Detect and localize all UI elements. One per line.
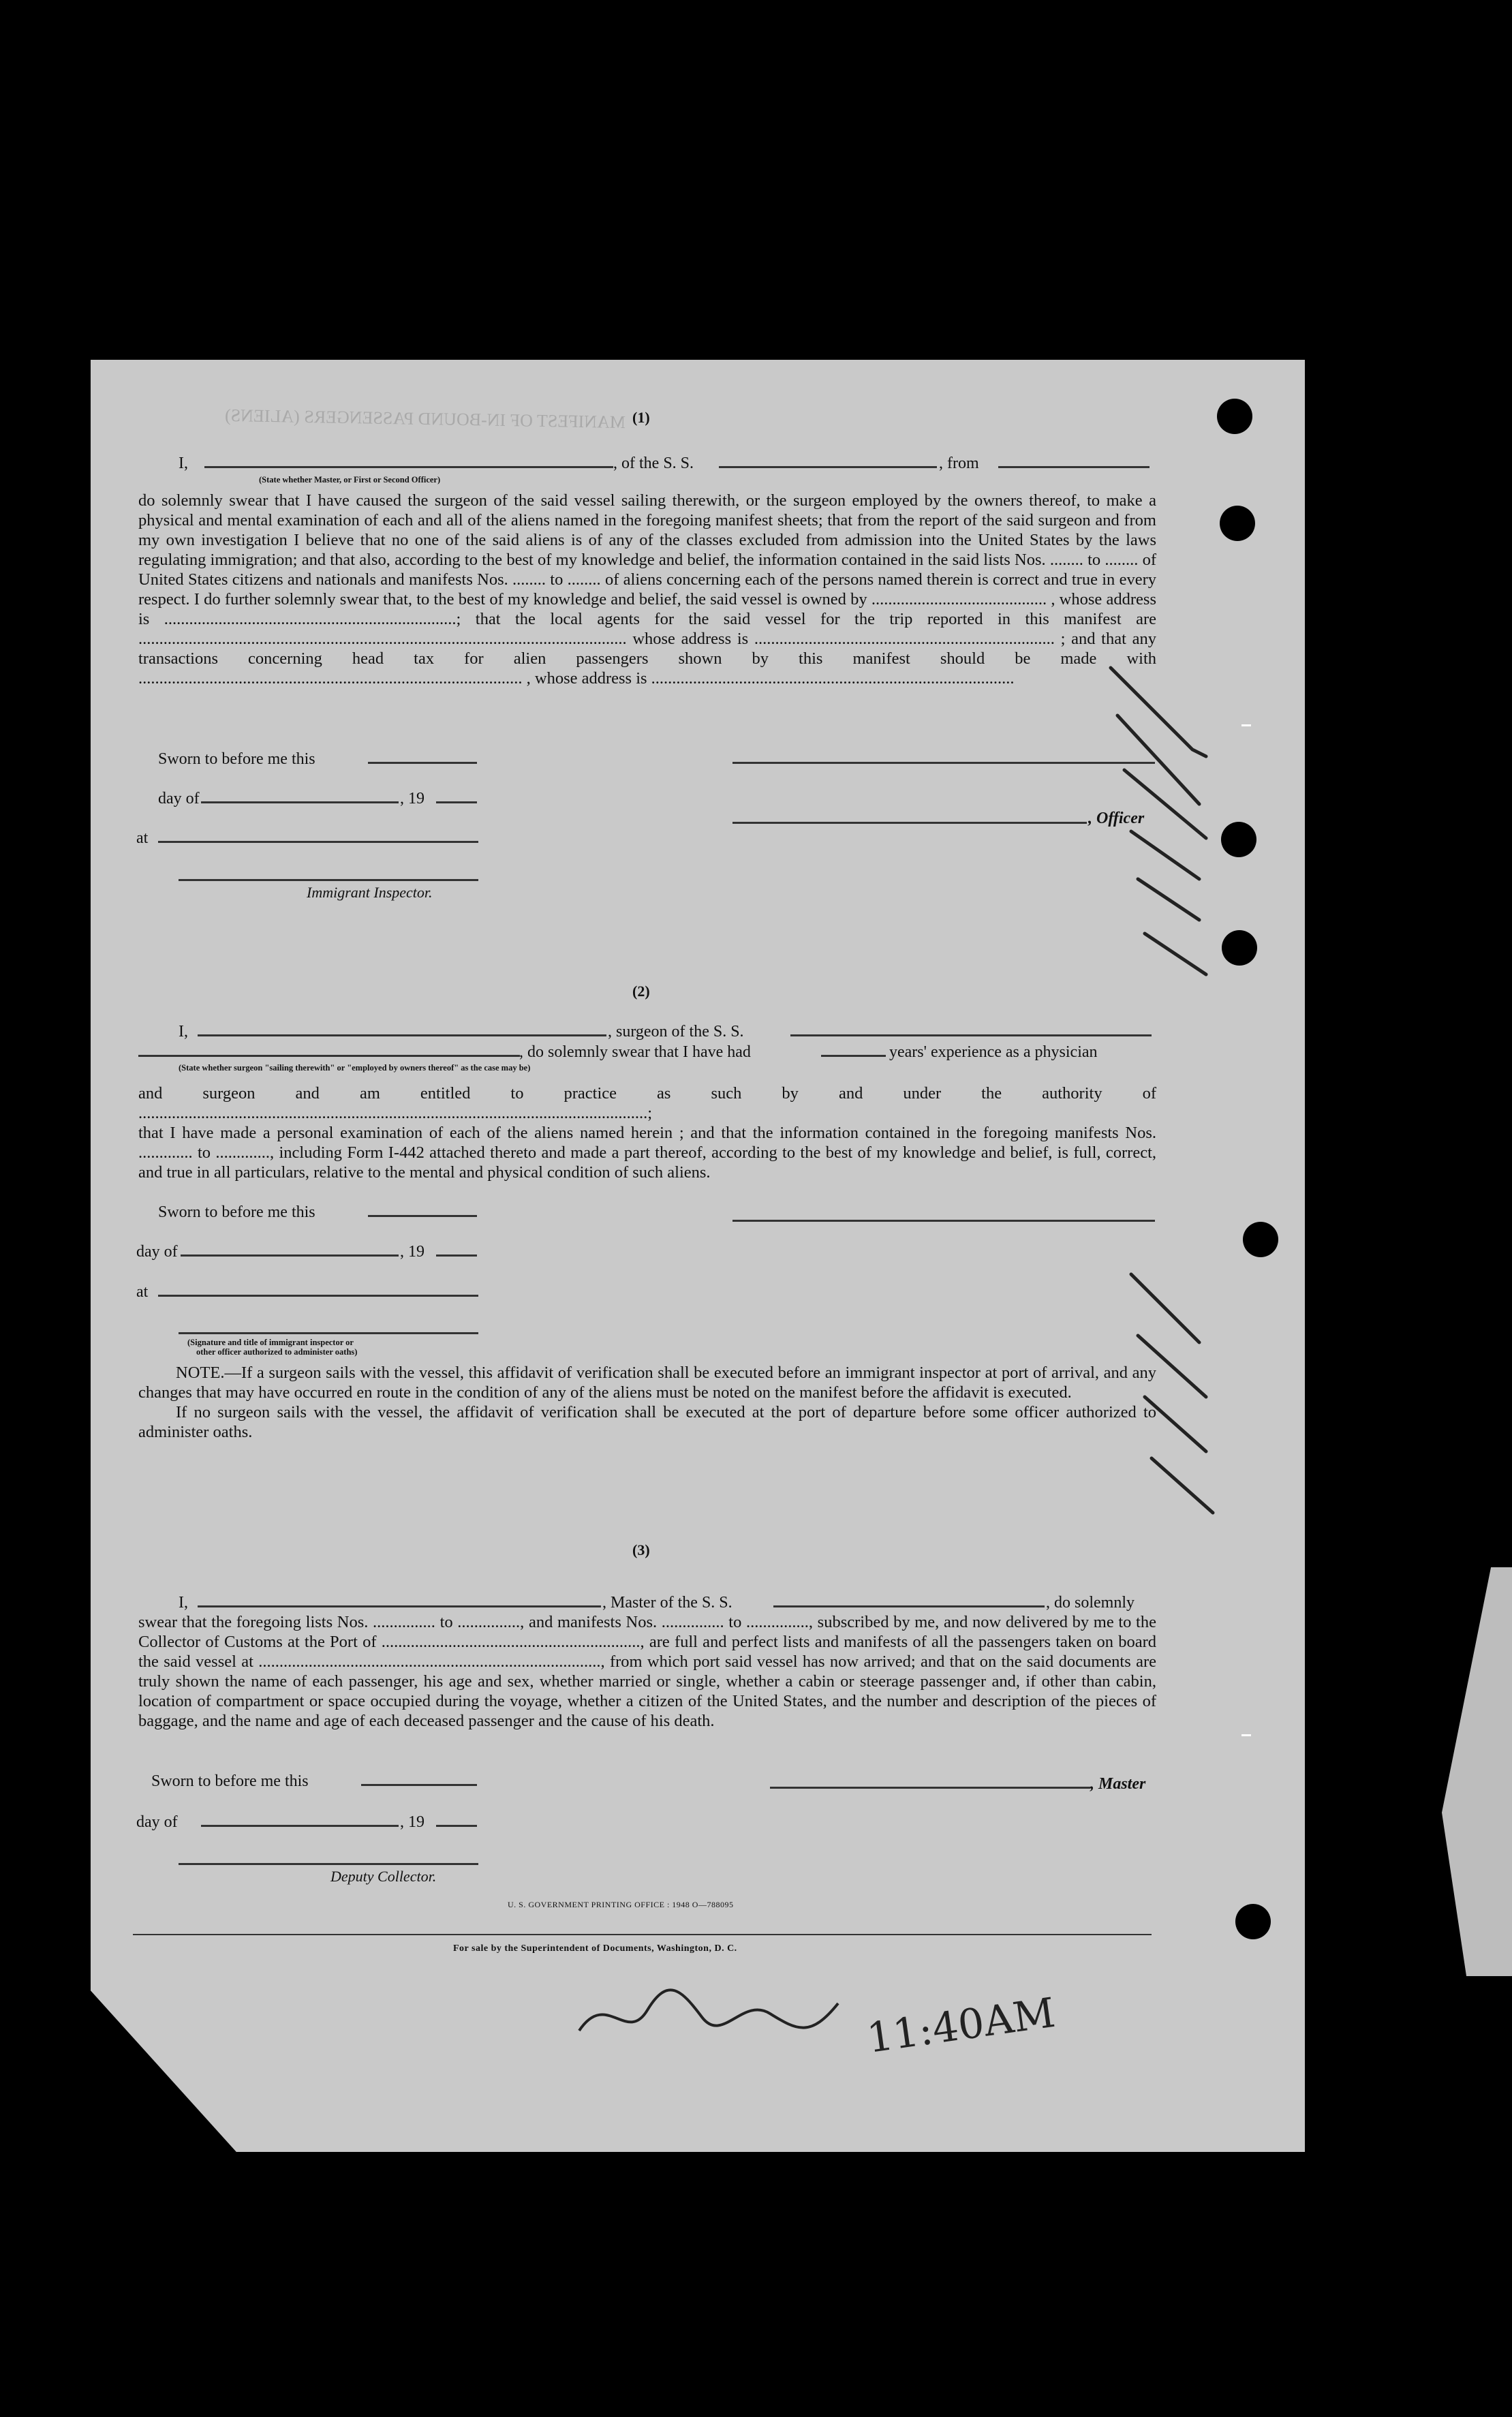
section-2-number: (2) — [632, 983, 650, 1000]
day-line-3 — [201, 1825, 399, 1827]
handwritten-checkmarks — [1097, 654, 1233, 1036]
punch-hole — [1220, 506, 1255, 541]
years-experience-label: years' experience as a physician — [889, 1043, 1098, 1061]
footer-rule — [133, 1934, 1152, 1935]
gpo-imprint: U. S. GOVERNMENT PRINTING OFFICE : 1948 O—788095 — [508, 1900, 734, 1909]
sworn-label-1: Sworn to before me this — [158, 750, 315, 768]
at-line-2 — [158, 1295, 478, 1297]
year-line-2 — [436, 1254, 477, 1257]
surgeon-name-line — [198, 1034, 606, 1036]
deputy-collector-label: Deputy Collector. — [330, 1868, 437, 1885]
sworn-date-line-3 — [361, 1784, 477, 1786]
punch-hole — [1235, 1904, 1271, 1939]
sworn-label-3: Sworn to before me this — [151, 1772, 309, 1790]
sworn-label-2: Sworn to before me this — [158, 1203, 315, 1221]
sale-notice: For sale by the Superintendent of Documents, Washington, D. C. — [453, 1943, 737, 1954]
section-1-i-label: I, — [179, 455, 188, 472]
section-2-body — [138, 1083, 1156, 1182]
at-line-1 — [158, 841, 478, 843]
surgeon-swear-label: , do solemnly swear that I have had — [519, 1043, 751, 1061]
from-port-line — [998, 466, 1150, 468]
sworn-date-line-2 — [368, 1215, 477, 1217]
handwritten-signature — [566, 1949, 1124, 2065]
year-label-1: , 19 — [400, 790, 425, 807]
punch-hole — [1243, 1222, 1278, 1257]
section-2-i-label: I, — [179, 1023, 188, 1041]
officer-signature-line — [732, 822, 1087, 824]
year-line-1 — [436, 801, 477, 803]
year-label-3: , 19 — [400, 1813, 425, 1831]
surgeon-status-line — [138, 1055, 520, 1057]
examination-paragraph: that I have made a personal examination of each of the aliens named herein ; and that the information contained in the foregoing manifests Nos. ............. to ............., including Form I-442 attached thereto and made a part thereof, according to the best of my knowledge and belief, is full, correct, and true in all particulars, relative to the mental and physical condition of such aliens. — [138, 1124, 1156, 1182]
years-line — [821, 1055, 886, 1057]
day-of-label-3: day of — [136, 1813, 178, 1831]
of-ss-label: , of the S. S. — [613, 455, 694, 472]
at-label-2: at — [136, 1283, 149, 1301]
handwritten-time: 11:40AM — [864, 1988, 1058, 2063]
handwritten-checkmarks-lower — [1117, 1261, 1226, 1533]
signature-line-1a — [732, 762, 1155, 764]
year-line-3 — [436, 1825, 477, 1827]
deputy-collector-line — [179, 1863, 478, 1865]
section-1-number: (1) — [632, 409, 650, 426]
section-2-notes — [138, 1363, 1156, 1442]
day-line-1 — [201, 801, 399, 803]
inspector-line-2 — [179, 1332, 478, 1334]
section-3-body: swear that the foregoing lists Nos. ............... to ..............., and manifests Nos. ............... to ..............., subscribed by me, and now delivered by me to the Collector of Customs at the Port of .............................................................., are full and perfect lists and manifests of all the passengers taken on board the said vessel at .................................................................................., from which port said vessel has now arrived; and that on the said documents are truly shown the name of each passenger, his age and sex, whether married or single, whether a cabin or steerage passenger and, if other than cabin, location of compartment or space occupied during the voyage, whether a citizen of the United States, and the number and description of the pieces of baggage, and the name and age of each deceased passenger and the cause of his death. — [138, 1613, 1156, 1730]
master-signature-line — [770, 1787, 1090, 1789]
officer-name-line — [204, 466, 613, 468]
signature-title-note-1: (Signature and title of immigrant inspector or — [187, 1338, 354, 1347]
inspector-line-1 — [179, 879, 478, 881]
master-vessel-line — [773, 1605, 1045, 1607]
master-of-label: , Master of the S. S. — [602, 1594, 732, 1612]
bleed-through-text: MANIFEST OF IN-BOUND PASSENGERS (ALIENS) — [224, 405, 626, 433]
master-label: , Master — [1090, 1775, 1146, 1793]
year-label-2: , 19 — [400, 1243, 425, 1261]
surgeon-note: NOTE.—If a surgeon sails with the vessel, this affidavit of verification shall be executed before an immigrant inspector at port of arrival, and any changes that may have occurred en route in the condition of any of the aliens must be noted on the manifest before the affidavit is executed. — [138, 1364, 1156, 1402]
immigrant-inspector-label: Immigrant Inspector. — [307, 884, 433, 901]
edge-mark — [1241, 1734, 1251, 1736]
from-label: , from — [939, 455, 979, 472]
officer-label: , Officer — [1088, 810, 1145, 827]
vessel-name-line — [719, 466, 937, 468]
edge-mark — [1241, 724, 1251, 726]
signature-line-2 — [732, 1220, 1155, 1222]
surgeon-of-label: , surgeon of the S. S. — [608, 1023, 744, 1041]
no-surgeon-note: If no surgeon sails with the vessel, the affidavit of verification shall be executed at the port of departure before some officer authorized to administer oaths. — [138, 1403, 1156, 1441]
sworn-date-line-1 — [368, 762, 477, 764]
signature-title-note-2: other officer authorized to administer oaths) — [196, 1347, 358, 1357]
punch-hole — [1217, 399, 1252, 434]
at-label-1: at — [136, 829, 149, 847]
master-name-line — [198, 1605, 601, 1607]
state-whether-master-note: (State whether Master, or First or Second Officer) — [259, 475, 441, 484]
day-of-label-1: day of — [158, 790, 200, 807]
section-1-oath-text — [138, 491, 1156, 688]
master-solemnly-label: , do solemnly — [1046, 1594, 1135, 1612]
section-3-i-label: I, — [179, 1594, 188, 1612]
day-of-label-2: day of — [136, 1243, 178, 1261]
authority-line: and surgeon and am entitled to practice as such by and under the authority of ..........................................................................................................................; — [138, 1084, 1156, 1122]
oath-paragraph: do solemnly swear that I have caused the surgeon of the said vessel sailing therewith, or the surgeon employed by the owners thereof, to make a physical and mental examination of each and all of the aliens named in the foregoing manifest sheets; that from the report of the said surgeon and from my own investigation I believe that no one of the said aliens is of any of the classes excluded from admission into the United States by the laws regulating immigration; and that also, according to the best of my knowledge and belief, the information contained in the said lists Nos. ........ to ........ of United States citizens and nationals and manifests Nos. ........ to ........ of aliens concerning each of the persons named therein is correct and true in every respect. I do further solemnly swear that, to the best of my knowledge and belief, the said vessel is owned by .......................................... , whose address is ......................................................................; that the local agents for the said vessel for the trip reported in this manifest are ..................................................................................................................... whose address is ........................................................................ ; and that any transactions concerning head tax for alien passengers shown by this manifest should be made with ............................................................................................ , whose address is ....................................................................................... — [138, 491, 1156, 688]
adjacent-sheet-edge — [1442, 1567, 1512, 1976]
day-line-2 — [181, 1254, 399, 1257]
state-whether-surgeon-note: (State whether surgeon "sailing therewith" or "employed by owners thereof" as the case may be) — [179, 1063, 531, 1073]
section-3-number: (3) — [632, 1541, 650, 1558]
